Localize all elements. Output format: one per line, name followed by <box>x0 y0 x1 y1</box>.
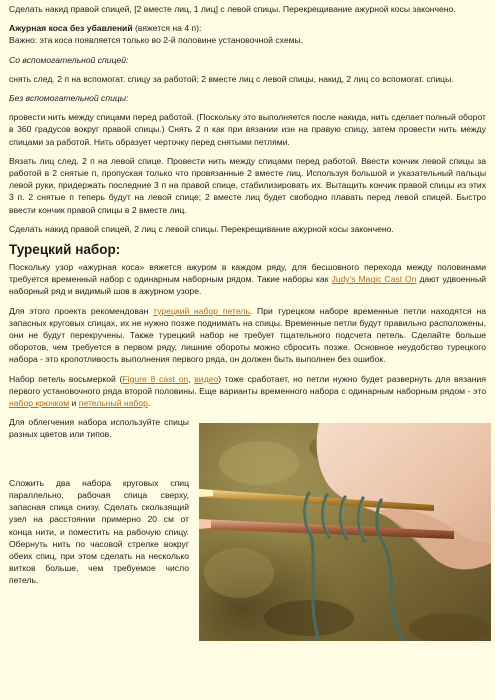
turkish-rec-a: Для этого проекта рекомендован <box>9 305 154 316</box>
turkish-rec-b: . При турецком наборе временные петли находятся на запасных круговых спицах, их не нужно позже поднимать на спицы. Временные петли будут правильно расположены, они не будут перекручены. Также турецкий набор не требует тщательного подсчета петель. Сделайте больше оборотов, чем требуется в первом ряду, лишние обороты можно сбросить позже. Основное неудобство турецкого набора - это кропотливость выполнения первого ряда, он должен быть выполнен без ошибок. <box>9 305 486 365</box>
turkish-cast-on-title: Турецкий набор: <box>9 242 121 258</box>
link-figure-8-cast-on[interactable]: Figure 8 cast on <box>122 373 189 384</box>
left-text-column <box>9 416 189 593</box>
paragraph-aux-needle: снять след. 2 п на вспомогат. спицу за работой; 2 вместе лиц с левой спицы, накид, 2 лиц со вспомогат. спицы. <box>9 73 454 84</box>
figure8-b: ) тоже сработает, но петли нужно будет развернуть для вязания первого установочного ряда второй половины. Еще варианты временного набора с одинарным наборным рядом - это <box>9 373 487 396</box>
paragraph-no-aux-needle: провести нить между спицами перед работой. (Поскольку это выполняется после накида, нить сделает полный оборот в 360 градусов вокруг правой спицы.) Снять 2 п как при вязании изн на правую спицу, затем провести нить между спицами за работой. Нить образует черточку перед снятыми петлями. <box>9 112 486 147</box>
link-video[interactable]: видео <box>194 373 219 384</box>
figure8-and: и <box>69 398 79 409</box>
lace-cable-heading-note: (вяжется на 4 п): <box>132 23 202 34</box>
link-loop-cast-on[interactable]: петельный набор <box>78 398 148 409</box>
knitting-needles-illustration <box>199 423 491 641</box>
paragraph-instructions: Сложить два набора круговых спиц параллельно, рабочая спица сверху, запасная спица снизу. Сделать скользящий узел на расстоянии примерно 20 см от конца нити, и поместить на рабочую спицу. Обернуть нить по часовой стрелке вокруг обеих спиц, при этом сделать на несколько витков больше, чем требуемое число петель. <box>9 477 189 586</box>
aux-needle-label: Со вспомогательной спицей: <box>9 54 129 65</box>
no-aux-needle-label: Без вспомогательной спицы: <box>9 93 129 104</box>
link-judys-magic-cast-on[interactable]: Judy's Magic Cast On <box>331 274 417 285</box>
paragraph-important: Важно: эта коса появляется только во 2-й половине установочной схемы. <box>9 35 304 46</box>
paragraph-finish: Сделать накид правой спицей, 2 лиц с левой спицы. Перекрещивание ажурной косы закончено. <box>9 223 394 234</box>
knitting-photo <box>199 423 491 641</box>
paragraph-figure8 <box>9 373 486 410</box>
paragraph-knit-steps: Вязать лиц след. 2 п на левой спице. Провести нить между спицами перед работой. Ввести кончик левой спицы за работой в 2 снятые п, пропуская только что провязанные 2 вместе лиц. Используя большой и указательный пальцы левой руки, придержать последние 3 п на правой спице, стабилизировать их. Вытащить кончик правой спицы из этих 3 п. 2 снятые п теперь будут на левой спице; 2 вместе лиц будет свободно плавать перед левой спицей. Быстро ввести кончик правой спицы в 2 вместе лиц. <box>9 155 486 215</box>
link-turkish-cast-on[interactable]: турецкий набор петель <box>153 305 250 316</box>
lace-cable-heading-bold: Ажурная коса без убавлений <box>9 23 133 34</box>
link-crochet-cast-on[interactable]: набор крючком <box>9 398 70 409</box>
paragraph-tip: Для облегчения набора используйте спицы разных цветов или типов. <box>9 417 189 440</box>
figure8-end: . <box>147 398 151 409</box>
figure8-comma: , <box>188 373 195 384</box>
figure8-a: Набор петель восьмеркой ( <box>9 373 123 384</box>
paragraph-cross-finished: Сделать накид правой спицей, [2 вместе лиц, 1 лиц] с левой спицы. Перекрещивание ажурной косы закончено. <box>9 4 456 14</box>
paragraph-turkish-intro <box>9 261 486 298</box>
paragraph-turkish-recommended <box>9 305 486 366</box>
lace-cable-heading <box>9 22 486 34</box>
bottom-section <box>9 416 486 644</box>
turkish-intro-a: Поскольку узор «ажурная коса» вяжется ажуром в каждом ряду, для бесшовного перехода между половинами требуется временный набор с одинарным наборным рядом. Такие наборы как <box>9 262 486 285</box>
turkish-intro-b: дают удвоенный наборный ряд и видимый шов в ажурном узоре. <box>9 274 486 297</box>
